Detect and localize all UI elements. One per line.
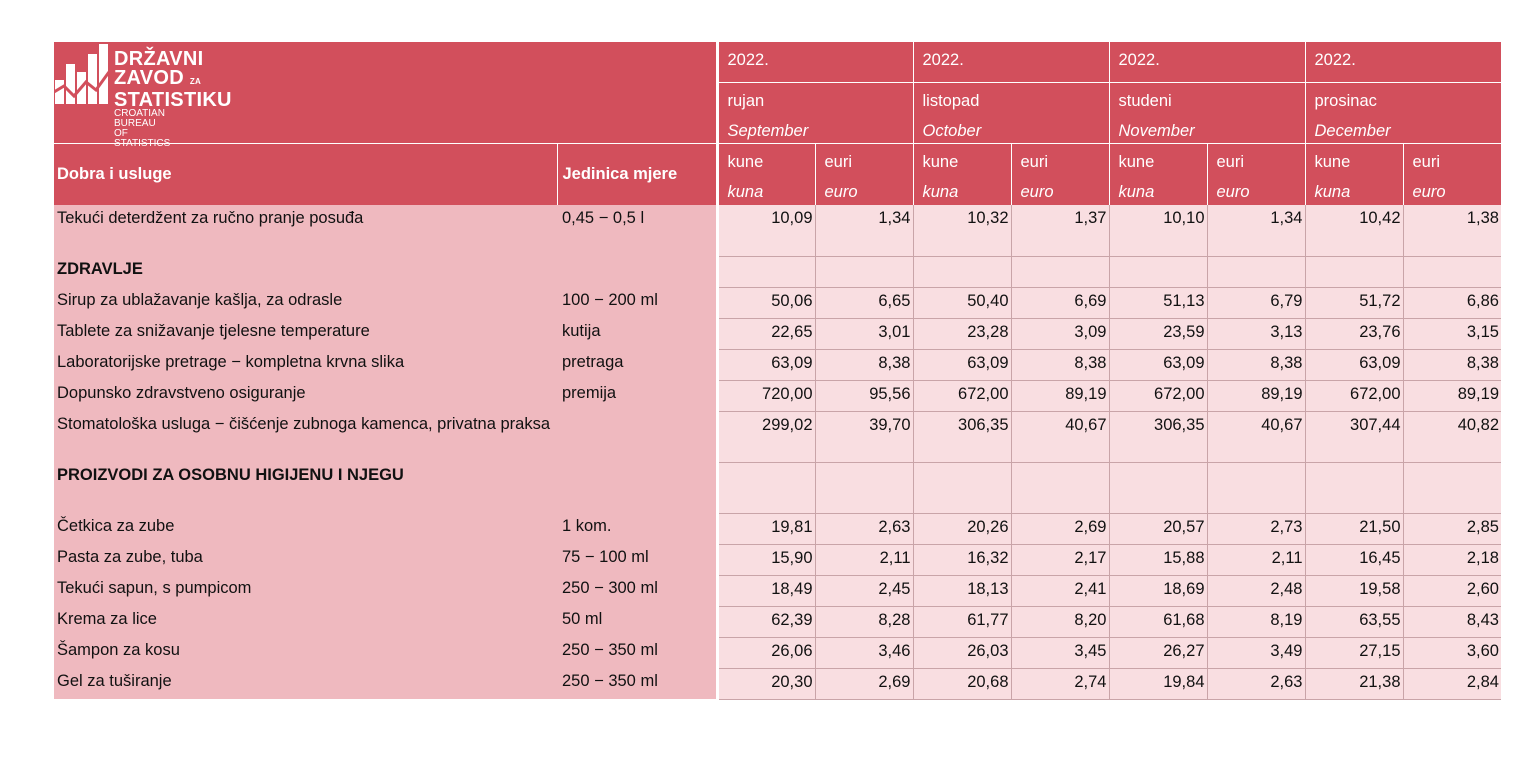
price-euri: 8,43 [1403, 606, 1501, 637]
price-kune: 18,49 [717, 575, 815, 606]
price-euri [815, 462, 913, 513]
price-kune [913, 256, 1011, 287]
price-kune: 20,26 [913, 513, 1011, 544]
price-euri [1207, 462, 1305, 513]
price-euri: 40,67 [1011, 411, 1109, 462]
price-euri [1207, 256, 1305, 287]
price-kune: 61,68 [1109, 606, 1207, 637]
kune-header: kune kuna [1109, 143, 1207, 205]
price-euri: 2,45 [815, 575, 913, 606]
price-kune: 672,00 [913, 380, 1011, 411]
price-euri [1403, 462, 1501, 513]
table-row [54, 606, 1501, 637]
item-unit: 1 kom. [557, 513, 717, 544]
price-euri: 40,67 [1207, 411, 1305, 462]
price-kune [717, 256, 815, 287]
year-header: 2022. [913, 42, 1109, 82]
month-header: rujan September [717, 82, 913, 143]
price-kune: 26,27 [1109, 637, 1207, 668]
euri-header: euri euro [1011, 143, 1109, 205]
price-euri: 40,82 [1403, 411, 1501, 462]
price-euri [1011, 462, 1109, 513]
price-euri: 8,19 [1207, 606, 1305, 637]
item-label: Pasta za zube, tuba [54, 544, 557, 575]
price-kune: 16,45 [1305, 544, 1403, 575]
price-euri [1011, 256, 1109, 287]
price-euri: 2,69 [1011, 513, 1109, 544]
price-euri: 8,28 [815, 606, 913, 637]
price-kune: 672,00 [1305, 380, 1403, 411]
price-euri [1403, 256, 1501, 287]
price-euri: 2,73 [1207, 513, 1305, 544]
price-kune: 23,76 [1305, 318, 1403, 349]
euri-header: euri euro [815, 143, 913, 205]
price-kune: 10,42 [1305, 205, 1403, 256]
price-euri: 39,70 [815, 411, 913, 462]
price-euri: 3,09 [1011, 318, 1109, 349]
item-label: Sirup za ublažavanje kašlja, za odrasle [54, 287, 557, 318]
item-unit: 0,45 − 0,5 l [557, 205, 717, 256]
price-kune: 26,06 [717, 637, 815, 668]
kune-header: kune kuna [717, 143, 815, 205]
price-kune: 50,40 [913, 287, 1011, 318]
price-euri: 89,19 [1011, 380, 1109, 411]
item-unit: premija [557, 380, 717, 411]
kune-header: kune kuna [913, 143, 1011, 205]
price-euri: 1,37 [1011, 205, 1109, 256]
price-euri: 2,84 [1403, 668, 1501, 699]
price-kune: 63,09 [717, 349, 815, 380]
month-header: listopad October [913, 82, 1109, 143]
item-unit: pretraga [557, 349, 717, 380]
price-euri: 1,34 [815, 205, 913, 256]
item-label: Tekući deterdžent za ručno pranje posuđa [54, 205, 557, 256]
price-kune: 299,02 [717, 411, 815, 462]
price-kune [1305, 256, 1403, 287]
price-kune: 19,84 [1109, 668, 1207, 699]
price-euri: 89,19 [1403, 380, 1501, 411]
price-kune: 15,88 [1109, 544, 1207, 575]
price-kune: 720,00 [717, 380, 815, 411]
price-kune: 306,35 [1109, 411, 1207, 462]
price-kune [913, 462, 1011, 513]
price-kune: 61,77 [913, 606, 1011, 637]
item-label: Šampon za kosu [54, 637, 557, 668]
col-unit-header: Jedinica mjere [557, 143, 717, 205]
price-euri: 89,19 [1207, 380, 1305, 411]
bar-chart-logo-icon [54, 42, 114, 107]
table-row [54, 205, 1501, 256]
price-kune: 23,28 [913, 318, 1011, 349]
table-row [54, 287, 1501, 318]
price-euri: 8,38 [1011, 349, 1109, 380]
price-kune: 19,81 [717, 513, 815, 544]
price-kune: 19,58 [1305, 575, 1403, 606]
item-unit [557, 462, 717, 513]
item-unit [557, 256, 717, 287]
price-euri: 6,65 [815, 287, 913, 318]
price-kune [1305, 462, 1403, 513]
price-kune: 20,57 [1109, 513, 1207, 544]
item-label: Četkica za zube [54, 513, 557, 544]
logo-text: DRŽAVNI ZAVOD ZA STATISTIKU [114, 48, 232, 111]
price-kune: 16,32 [913, 544, 1011, 575]
price-euri: 2,74 [1011, 668, 1109, 699]
price-kune: 22,65 [717, 318, 815, 349]
price-kune: 63,55 [1305, 606, 1403, 637]
item-unit: 250 − 350 ml [557, 668, 717, 699]
price-euri: 3,13 [1207, 318, 1305, 349]
table-row [54, 668, 1501, 699]
item-label: Tablete za snižavanje tjelesne temperature [54, 318, 557, 349]
euri-header: euri euro [1207, 143, 1305, 205]
item-label: Krema za lice [54, 606, 557, 637]
price-euri: 2,69 [815, 668, 913, 699]
price-kune: 50,06 [717, 287, 815, 318]
price-euri: 2,17 [1011, 544, 1109, 575]
price-euri: 3,60 [1403, 637, 1501, 668]
item-unit: 75 − 100 ml [557, 544, 717, 575]
price-euri: 1,38 [1403, 205, 1501, 256]
price-kune: 26,03 [913, 637, 1011, 668]
price-kune [1109, 462, 1207, 513]
item-unit: 250 − 300 ml [557, 575, 717, 606]
price-kune [717, 462, 815, 513]
dzs-logo [54, 42, 232, 149]
year-header: 2022. [1305, 42, 1501, 82]
price-kune: 27,15 [1305, 637, 1403, 668]
price-kune: 63,09 [1305, 349, 1403, 380]
item-unit: kutija [557, 318, 717, 349]
price-kune: 63,09 [913, 349, 1011, 380]
price-euri: 3,49 [1207, 637, 1305, 668]
price-euri: 3,15 [1403, 318, 1501, 349]
price-kune: 20,68 [913, 668, 1011, 699]
price-euri: 2,41 [1011, 575, 1109, 606]
price-kune: 63,09 [1109, 349, 1207, 380]
price-euri: 2,48 [1207, 575, 1305, 606]
section-title: ZDRAVLJE [54, 256, 557, 287]
table-row [54, 637, 1501, 668]
price-kune: 10,32 [913, 205, 1011, 256]
table-row [54, 380, 1501, 411]
price-kune: 15,90 [717, 544, 815, 575]
price-kune: 62,39 [717, 606, 815, 637]
price-table [54, 42, 1501, 700]
price-euri: 2,18 [1403, 544, 1501, 575]
price-kune: 51,72 [1305, 287, 1403, 318]
price-euri: 8,38 [1207, 349, 1305, 380]
table-row [54, 513, 1501, 544]
price-kune: 306,35 [913, 411, 1011, 462]
price-euri [815, 256, 913, 287]
table-row [54, 544, 1501, 575]
table-row [54, 411, 1501, 462]
col-goods-header: Dobra i usluge [54, 143, 557, 205]
price-euri: 2,11 [1207, 544, 1305, 575]
price-kune: 21,50 [1305, 513, 1403, 544]
price-euri: 8,20 [1011, 606, 1109, 637]
item-unit: 100 − 200 ml [557, 287, 717, 318]
price-kune: 10,10 [1109, 205, 1207, 256]
table-row [54, 349, 1501, 380]
year-header: 2022. [1109, 42, 1305, 82]
month-header: studeni November [1109, 82, 1305, 143]
price-kune: 18,69 [1109, 575, 1207, 606]
item-label: Laboratorijske pretrage − kompletna krvna slika [54, 349, 557, 380]
price-euri: 2,63 [1207, 668, 1305, 699]
section-row [54, 256, 1501, 287]
year-header: 2022. [717, 42, 913, 82]
item-label: Gel za tuširanje [54, 668, 557, 699]
month-header: prosinac December [1305, 82, 1501, 143]
item-unit [557, 411, 717, 462]
price-euri: 2,60 [1403, 575, 1501, 606]
price-euri: 1,34 [1207, 205, 1305, 256]
price-euri: 6,79 [1207, 287, 1305, 318]
price-kune: 23,59 [1109, 318, 1207, 349]
euri-header: euri euro [1403, 143, 1501, 205]
item-label: Dopunsko zdravstveno osiguranje [54, 380, 557, 411]
price-kune: 51,13 [1109, 287, 1207, 318]
price-euri: 3,01 [815, 318, 913, 349]
logo-subtitle: CROATIAN BUREAU OF STATISTICS [114, 108, 171, 149]
price-euri: 3,45 [1011, 637, 1109, 668]
price-kune: 20,30 [717, 668, 815, 699]
price-kune [1109, 256, 1207, 287]
price-euri: 95,56 [815, 380, 913, 411]
item-unit: 50 ml [557, 606, 717, 637]
section-title: PROIZVODI ZA OSOBNU HIGIJENU I NJEGU [54, 462, 557, 513]
price-kune: 672,00 [1109, 380, 1207, 411]
price-kune: 18,13 [913, 575, 1011, 606]
price-euri: 2,63 [815, 513, 913, 544]
price-kune: 21,38 [1305, 668, 1403, 699]
price-euri: 2,11 [815, 544, 913, 575]
price-euri: 8,38 [815, 349, 913, 380]
table-row [54, 318, 1501, 349]
item-label: Stomatološka usluga − čišćenje zubnoga kamenca, privatna praksa [54, 411, 557, 462]
price-euri: 3,46 [815, 637, 913, 668]
table-row [54, 575, 1501, 606]
kune-header: kune kuna [1305, 143, 1403, 205]
price-euri: 6,86 [1403, 287, 1501, 318]
price-euri: 8,38 [1403, 349, 1501, 380]
price-kune: 307,44 [1305, 411, 1403, 462]
price-kune: 10,09 [717, 205, 815, 256]
item-label: Tekući sapun, s pumpicom [54, 575, 557, 606]
price-euri: 6,69 [1011, 287, 1109, 318]
item-unit: 250 − 350 ml [557, 637, 717, 668]
price-euri: 2,85 [1403, 513, 1501, 544]
section-row [54, 462, 1501, 513]
